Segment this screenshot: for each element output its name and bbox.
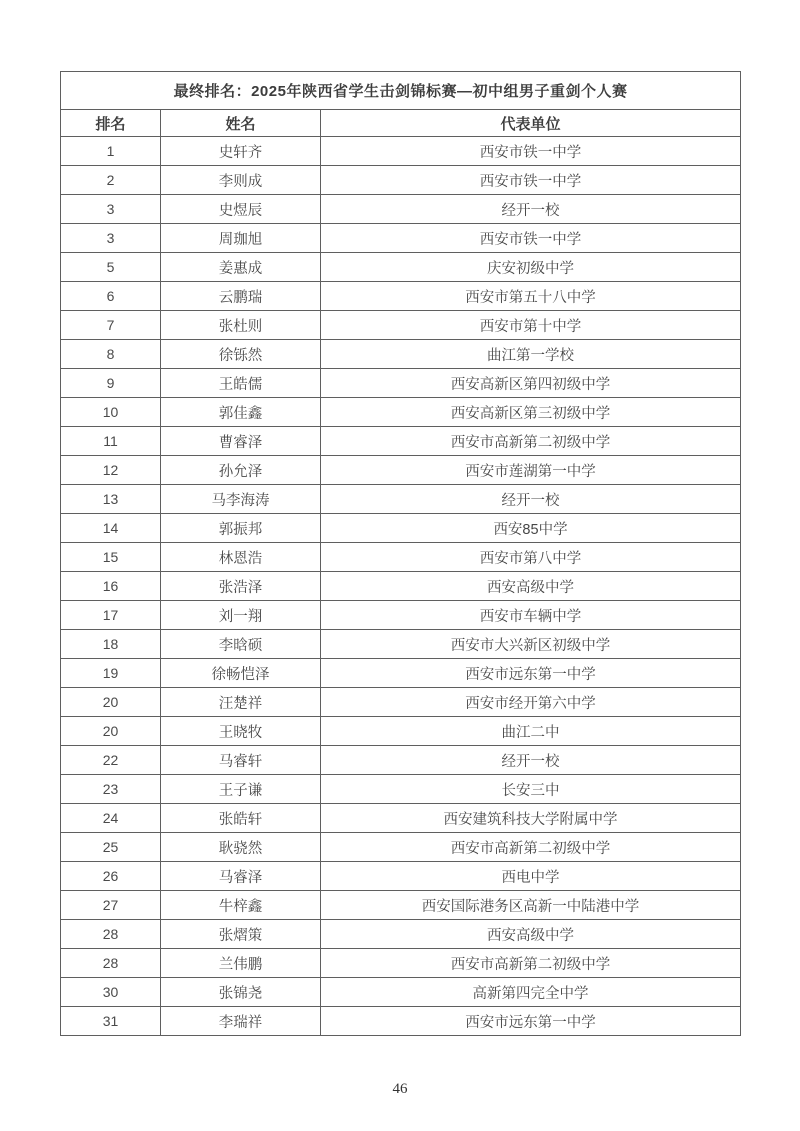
unit-cell: 西安市高新第二初级中学 [321,427,741,456]
name-cell: 张锦尧 [161,978,321,1007]
unit-cell: 西安市车辆中学 [321,601,741,630]
name-cell: 兰伟鹏 [161,949,321,978]
rank-cell: 17 [61,601,161,630]
table-row [61,1007,741,1036]
table-row [61,369,741,398]
table-row [61,253,741,282]
rank-cell: 24 [61,804,161,833]
table-row [61,717,741,746]
name-cell: 马睿泽 [161,862,321,891]
unit-cell: 西安高级中学 [321,920,741,949]
table-row [61,630,741,659]
unit-cell: 西安市高新第二初级中学 [321,833,741,862]
column-header-name: 姓名 [161,110,321,137]
rank-cell: 8 [61,340,161,369]
name-cell: 王子谦 [161,775,321,804]
rank-cell: 12 [61,456,161,485]
rank-cell: 28 [61,920,161,949]
unit-cell: 庆安初级中学 [321,253,741,282]
rank-cell: 27 [61,891,161,920]
rank-cell: 3 [61,195,161,224]
unit-cell: 西安市莲湖第一中学 [321,456,741,485]
name-cell: 张杜则 [161,311,321,340]
table-row [61,137,741,166]
unit-cell: 西安建筑科技大学附属中学 [321,804,741,833]
name-cell: 马李海涛 [161,485,321,514]
rank-cell: 19 [61,659,161,688]
name-cell: 王皓儒 [161,369,321,398]
name-cell: 郭佳鑫 [161,398,321,427]
table-title: 最终排名：2025年陕西省学生击剑锦标赛—初中组男子重剑个人赛 [61,72,741,110]
rank-cell: 25 [61,833,161,862]
table-row [61,601,741,630]
unit-cell: 高新第四完全中学 [321,978,741,1007]
unit-cell: 西电中学 [321,862,741,891]
unit-cell: 长安三中 [321,775,741,804]
table-row [61,891,741,920]
rank-cell: 15 [61,543,161,572]
unit-cell: 曲江第一学校 [321,340,741,369]
table-row [61,311,741,340]
rank-cell: 22 [61,746,161,775]
table-row [61,572,741,601]
name-cell: 刘一翔 [161,601,321,630]
table-row [61,688,741,717]
table-row [61,920,741,949]
table-row [61,282,741,311]
rank-cell: 5 [61,253,161,282]
table-row [61,775,741,804]
table-row [61,427,741,456]
name-cell: 耿骁然 [161,833,321,862]
name-cell: 周珈旭 [161,224,321,253]
ranking-table-body [61,137,741,1036]
unit-cell: 西安市远东第一中学 [321,1007,741,1036]
table-row [61,195,741,224]
name-cell: 王晓牧 [161,717,321,746]
table-row [61,456,741,485]
name-cell: 姜惠成 [161,253,321,282]
table-row [61,166,741,195]
rank-cell: 23 [61,775,161,804]
unit-cell: 曲江二中 [321,717,741,746]
unit-cell: 西安市大兴新区初级中学 [321,630,741,659]
rank-cell: 16 [61,572,161,601]
name-cell: 孙允泽 [161,456,321,485]
name-cell: 史轩齐 [161,137,321,166]
unit-cell: 西安国际港务区高新一中陆港中学 [321,891,741,920]
ranking-table [60,71,741,1036]
rank-cell: 20 [61,717,161,746]
table-row [61,746,741,775]
unit-cell: 西安市第八中学 [321,543,741,572]
name-cell: 云鹏瑞 [161,282,321,311]
rank-cell: 11 [61,427,161,456]
name-cell: 牛梓鑫 [161,891,321,920]
name-cell: 徐畅恺泽 [161,659,321,688]
unit-cell: 西安市第五十八中学 [321,282,741,311]
name-cell: 李晗硕 [161,630,321,659]
name-cell: 林恩浩 [161,543,321,572]
column-header-unit: 代表单位 [321,110,741,137]
unit-cell: 经开一校 [321,195,741,224]
name-cell: 曹睿泽 [161,427,321,456]
table-row [61,543,741,572]
unit-cell: 经开一校 [321,485,741,514]
table-row [61,340,741,369]
rank-cell: 1 [61,137,161,166]
rank-cell: 28 [61,949,161,978]
table-row [61,862,741,891]
table-row [61,804,741,833]
name-cell: 史煜辰 [161,195,321,224]
unit-cell: 经开一校 [321,746,741,775]
table-title-row [61,72,741,110]
unit-cell: 西安市第十中学 [321,311,741,340]
table-row [61,224,741,253]
rank-cell: 9 [61,369,161,398]
rank-cell: 26 [61,862,161,891]
name-cell: 马睿轩 [161,746,321,775]
table-row [61,833,741,862]
unit-cell: 西安市经开第六中学 [321,688,741,717]
unit-cell: 西安高新区第四初级中学 [321,369,741,398]
rank-cell: 18 [61,630,161,659]
rank-cell: 3 [61,224,161,253]
name-cell: 张浩泽 [161,572,321,601]
name-cell: 郭振邦 [161,514,321,543]
unit-cell: 西安市铁一中学 [321,137,741,166]
name-cell: 李则成 [161,166,321,195]
unit-cell: 西安市高新第二初级中学 [321,949,741,978]
name-cell: 张皓轩 [161,804,321,833]
unit-cell: 西安市铁一中学 [321,224,741,253]
table-header-row [61,110,741,137]
unit-cell: 西安市远东第一中学 [321,659,741,688]
table-row [61,514,741,543]
rank-cell: 31 [61,1007,161,1036]
name-cell: 张熠策 [161,920,321,949]
unit-cell: 西安高新区第三初级中学 [321,398,741,427]
rank-cell: 7 [61,311,161,340]
name-cell: 李瑞祥 [161,1007,321,1036]
rank-cell: 20 [61,688,161,717]
rank-cell: 2 [61,166,161,195]
table-row [61,398,741,427]
name-cell: 汪楚祥 [161,688,321,717]
rank-cell: 13 [61,485,161,514]
rank-cell: 10 [61,398,161,427]
column-header-rank: 排名 [61,110,161,137]
page-number: 46 [392,1081,408,1097]
table-row [61,659,741,688]
ranking-table-container [60,71,740,1036]
table-row [61,949,741,978]
unit-cell: 西安高级中学 [321,572,741,601]
rank-cell: 14 [61,514,161,543]
rank-cell: 6 [61,282,161,311]
table-row [61,978,741,1007]
rank-cell: 30 [61,978,161,1007]
unit-cell: 西安市铁一中学 [321,166,741,195]
name-cell: 徐铄然 [161,340,321,369]
table-row [61,485,741,514]
unit-cell: 西安85中学 [321,514,741,543]
